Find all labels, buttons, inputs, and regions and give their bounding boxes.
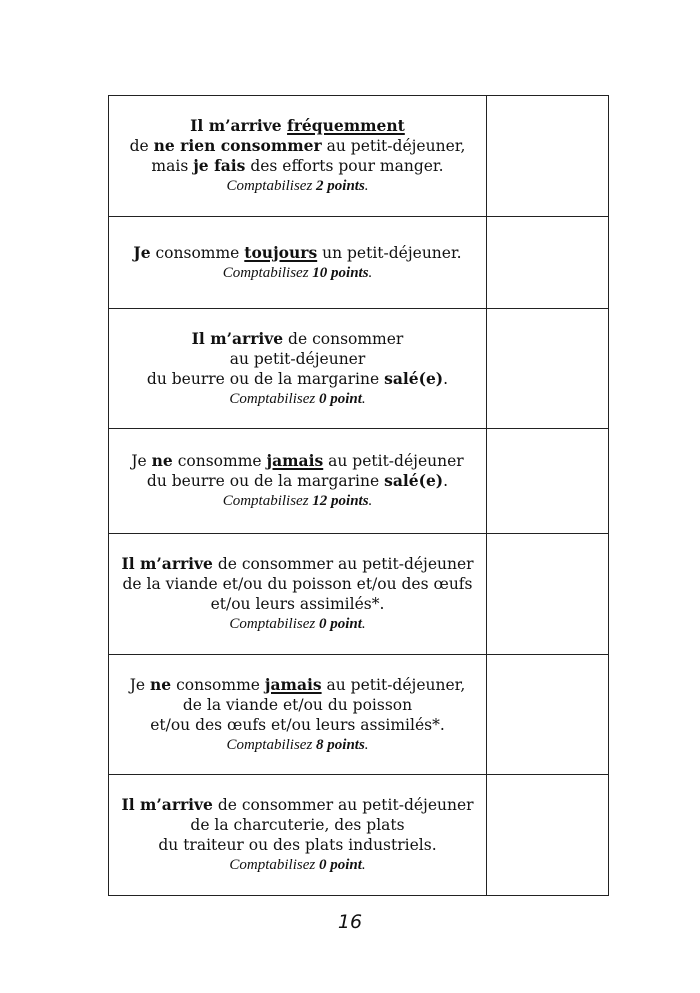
statement-line: mais je fais des efforts pour manger. — [151, 156, 444, 175]
statement-line: du beurre ou de la margarine salé(e). — [146, 368, 449, 388]
statement-line: Je ne consomme jamais au petit-déjeuner — [131, 451, 464, 470]
points-instruction: Comptabilisez 0 point. — [229, 857, 366, 873]
statement-cell — [109, 309, 487, 429]
table-row — [109, 217, 609, 309]
page-number: 16 — [337, 911, 363, 933]
statement-line: Il m’arrive de consommer au petit-déjeuner — [121, 554, 474, 573]
statement-line: Il m’arrive fréquemment — [190, 116, 405, 135]
statement-cell — [109, 775, 487, 896]
score-box[interactable] — [487, 534, 609, 655]
statement-cell — [109, 655, 487, 775]
table-row — [109, 775, 609, 896]
table-row — [109, 96, 609, 217]
points-instruction: Comptabilisez 0 point. — [229, 390, 366, 407]
statement-cell — [109, 96, 487, 217]
score-box[interactable] — [487, 96, 609, 217]
score-box[interactable] — [487, 775, 609, 896]
questionnaire-table — [108, 95, 609, 896]
points-instruction: Comptabilisez 2 points. — [226, 178, 369, 194]
statement-cell — [109, 429, 487, 534]
table-row — [109, 309, 609, 429]
statement-cell — [109, 534, 487, 655]
statement-line: au petit-déjeuner — [229, 349, 366, 368]
statement-line: et/ou des œufs et/ou leurs assimilés*. — [150, 715, 445, 734]
table-row — [109, 655, 609, 775]
table-row — [109, 534, 609, 655]
statement-line: Je ne consomme jamais au petit-déjeuner, — [129, 674, 466, 694]
table-row — [109, 429, 609, 534]
statement-line: de ne rien consommer au petit-déjeuner, — [129, 136, 466, 155]
points-instruction: Comptabilisez 12 points. — [222, 493, 373, 509]
statement-line: et/ou leurs assimilés*. — [210, 595, 385, 613]
statement-line: du traiteur ou des plats industriels. — [158, 836, 437, 854]
score-box[interactable] — [487, 217, 609, 309]
score-box[interactable] — [487, 655, 609, 775]
statement-line: Je consomme toujours un petit-déjeuner. — [133, 242, 462, 262]
statement-line: Il m’arrive de consommer au petit-déjeuner — [121, 795, 474, 814]
statement-cell — [109, 217, 487, 309]
statement-line: de la charcuterie, des plats — [190, 816, 405, 834]
statement-line: du beurre ou de la margarine salé(e). — [146, 471, 449, 490]
score-box[interactable] — [487, 429, 609, 534]
statement-line: de la viande et/ou du poisson — [182, 695, 413, 714]
statement-line: Il m’arrive de consommer — [191, 328, 404, 348]
score-box[interactable] — [487, 309, 609, 429]
points-instruction: Comptabilisez 0 point. — [229, 616, 366, 632]
points-instruction: Comptabilisez 8 points. — [226, 736, 369, 753]
points-instruction: Comptabilisez 10 points. — [222, 264, 373, 281]
statement-line: de la viande et/ou du poisson et/ou des œufs — [122, 575, 473, 593]
